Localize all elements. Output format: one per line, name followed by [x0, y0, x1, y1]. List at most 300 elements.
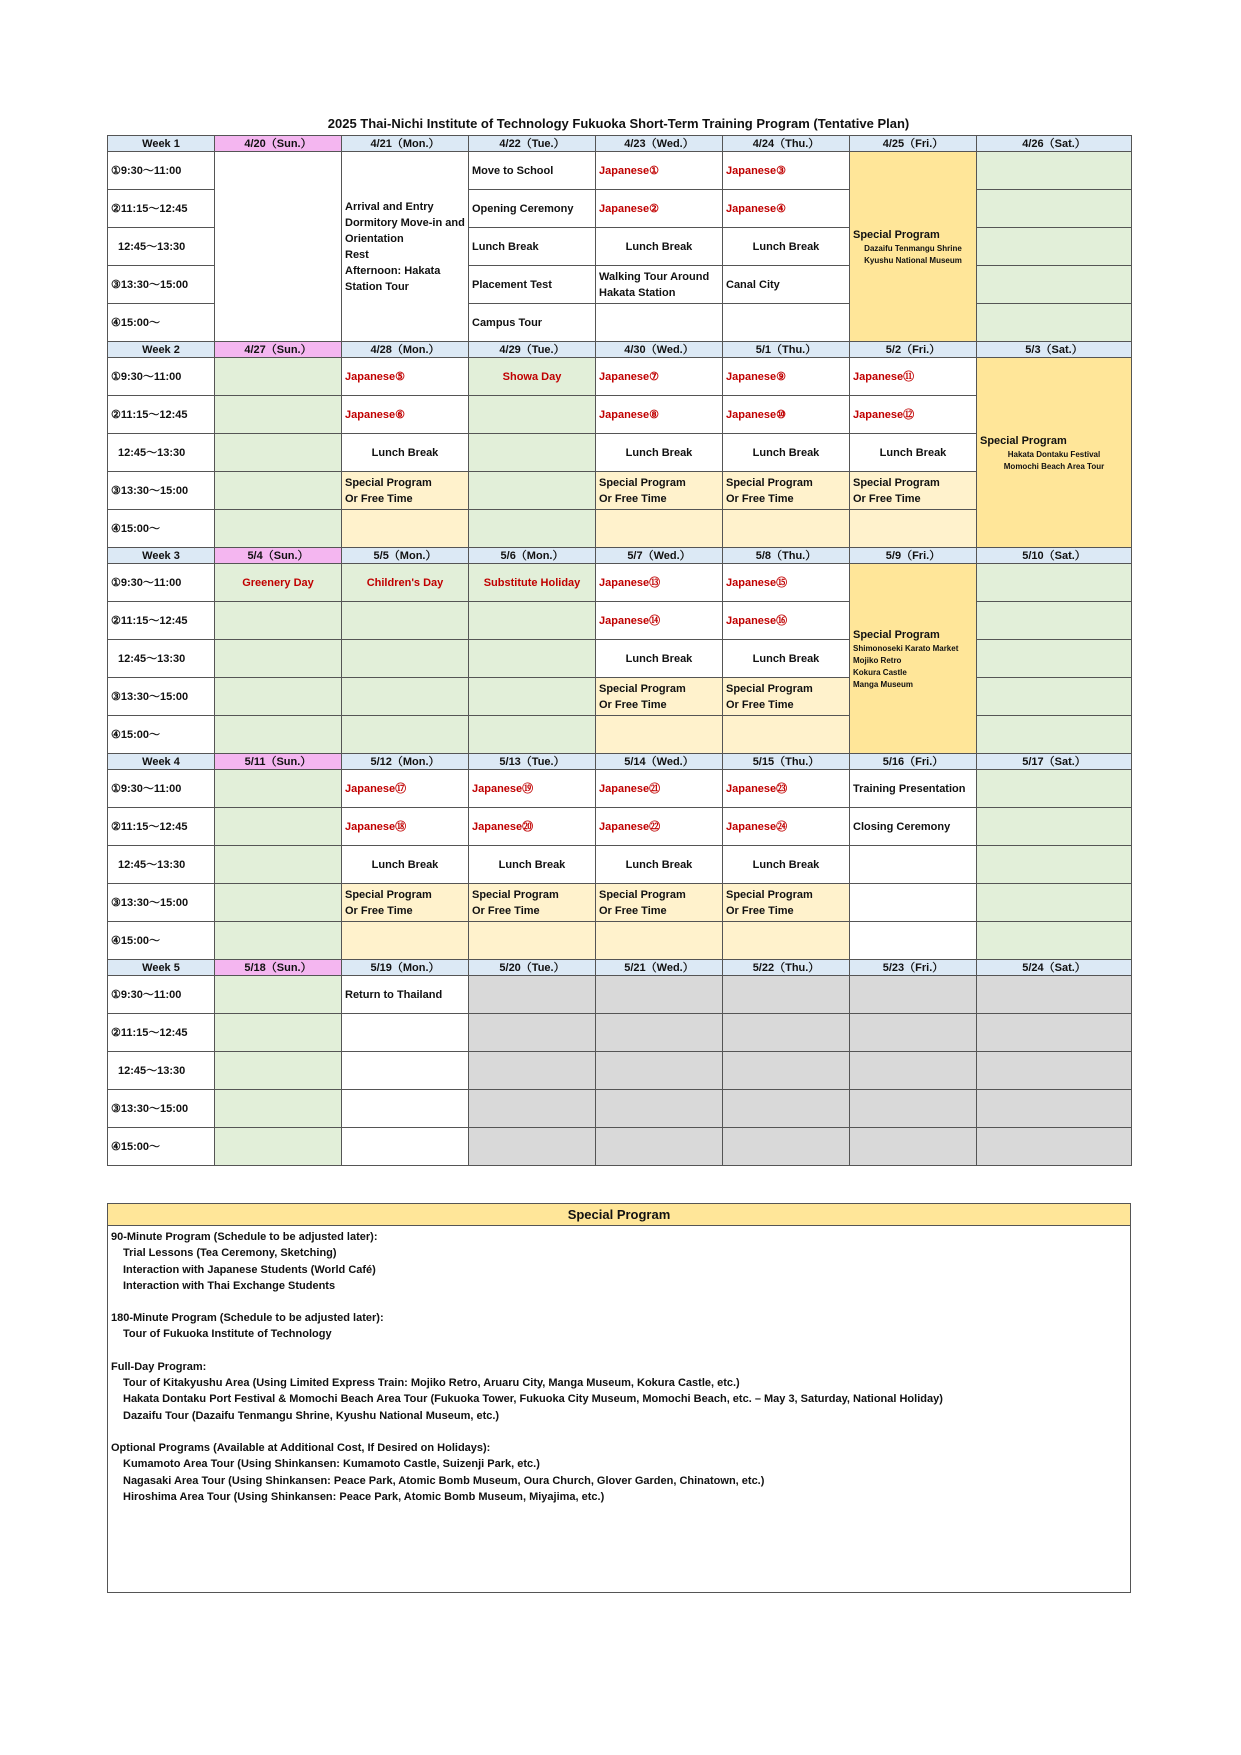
schedule-cell [976, 1127, 1132, 1166]
schedule-cell [595, 151, 723, 190]
cell-text: Greenery Day [242, 576, 314, 589]
schedule-cell [849, 883, 977, 922]
cell-text: Lunch Break [752, 446, 820, 459]
day-header [214, 959, 342, 976]
schedule-cell [214, 677, 342, 716]
cell-text: Japanese⑳ [472, 820, 534, 833]
day-header [468, 547, 596, 564]
time-slot [107, 395, 215, 434]
cell-text: 5/3（Sat.） [1025, 343, 1083, 356]
schedule-cell [976, 769, 1132, 808]
schedule-cell [341, 1127, 469, 1166]
cell-text: Lunch Break [625, 240, 693, 253]
schedule-cell [849, 975, 977, 1014]
schedule-cell [468, 471, 596, 510]
schedule-cell [214, 433, 342, 472]
day-header [214, 341, 342, 358]
cell-text: ①9:30～11:00 [111, 782, 182, 795]
schedule-cell [468, 265, 596, 304]
schedule-cell [976, 845, 1132, 884]
schedule-cell [976, 1089, 1132, 1128]
schedule-cell [341, 715, 469, 754]
cell-text: 12:45～13:30 [118, 1064, 186, 1077]
special-program-detail: Dazaifu Tenmangu Shrine Kyushu National Museum [864, 243, 962, 265]
schedule-cell [595, 1089, 723, 1128]
schedule-cell [468, 1089, 596, 1128]
schedule-cell [214, 1013, 342, 1052]
special-program-detail: Shimonoseki Karato Market Mojiko Retro Kokura Castle Manga Museum [853, 643, 959, 689]
cell-text: 5/12（Mon.） [370, 755, 440, 768]
cell-text: Japanese⑱ [345, 820, 407, 833]
schedule-cell [341, 845, 469, 884]
day-header [341, 135, 469, 152]
day-header [595, 753, 723, 770]
cell-text: 5/7（Wed.） [627, 549, 691, 562]
cell-text: Lunch Break [752, 240, 820, 253]
day-header [341, 341, 469, 358]
cell-text: 5/2（Fri.） [885, 343, 941, 356]
schedule-cell [468, 677, 596, 716]
schedule-cell [468, 303, 596, 342]
day-header [849, 135, 977, 152]
schedule-cell [722, 807, 850, 846]
cell-text: Canal City [726, 278, 780, 291]
day-header [976, 341, 1132, 358]
schedule-cell [722, 303, 850, 342]
cell-text: 5/10（Sat.） [1022, 549, 1086, 562]
schedule-cell [341, 433, 469, 472]
cell-text: Week 1 [142, 137, 180, 150]
cell-text: Special Program Or Free Time [726, 682, 813, 711]
schedule-cell [214, 883, 342, 922]
schedule-cell [976, 1013, 1132, 1052]
schedule-cell [722, 1127, 850, 1166]
cell-text: Lunch Break [498, 858, 566, 871]
cell-text: Lunch Break [625, 652, 693, 665]
schedule-cell [468, 357, 596, 396]
special-program-detail: Hakata Dontaku Festival Momochi Beach Area Tour [1003, 449, 1105, 471]
schedule-cell [849, 769, 977, 808]
cell-text: ②11:15～12:45 [111, 820, 188, 833]
time-slot [107, 151, 215, 190]
cell-text: 4/30（Wed.） [624, 343, 694, 356]
cell-text: Week 5 [142, 961, 180, 974]
schedule-cell [976, 975, 1132, 1014]
schedule-cell [341, 509, 469, 548]
cell-text: Lunch Break [879, 446, 947, 459]
cell-text: 4/25（Fri.） [882, 137, 944, 150]
schedule-cell [976, 227, 1132, 266]
schedule-cell [214, 395, 342, 434]
schedule-cell [722, 357, 850, 396]
cell-text: Japanese⑬ [599, 576, 661, 589]
schedule-cell [849, 807, 977, 846]
day-header [722, 341, 850, 358]
special-program-heading: Special Program [108, 1204, 1130, 1226]
schedule-cell [595, 395, 723, 434]
page-title: 2025 Thai-Nichi Institute of Technology Fukuoka Short-Term Training Program (Tentative Plan) [327, 116, 910, 131]
cell-text: Special Program Or Free Time [726, 888, 813, 917]
cell-text: 4/20（Sun.） [244, 137, 312, 150]
schedule-cell [849, 845, 977, 884]
cell-text: 4/23（Wed.） [624, 137, 694, 150]
schedule-cell [468, 509, 596, 548]
schedule-cell [976, 151, 1132, 190]
cell-text: Week 2 [142, 343, 180, 356]
schedule-cell [849, 563, 977, 754]
section-item: Tour of Kitakyushu Area (Using Limited Express Train: Mojiko Retro, Aruaru City, Manga Museum, Kokura Castle, etc.) [123, 1377, 740, 1390]
schedule-cell [341, 395, 469, 434]
cell-text: 5/13（Tue.） [499, 755, 565, 768]
schedule-cell [341, 151, 469, 342]
cell-text: Training Presentation [853, 782, 966, 795]
cell-text: 4/26（Sat.） [1022, 137, 1086, 150]
cell-text: ④15:00～ [111, 316, 160, 329]
schedule-cell [595, 883, 723, 922]
schedule-cell [595, 601, 723, 640]
cell-text: Walking Tour Around Hakata Station [599, 270, 710, 299]
schedule-cell [341, 807, 469, 846]
time-slot [107, 303, 215, 342]
schedule-cell [849, 151, 977, 342]
schedule-cell [595, 227, 723, 266]
schedule-cell [722, 1051, 850, 1090]
cell-text: 12:45～13:30 [118, 858, 186, 871]
cell-text: 4/28（Mon.） [370, 343, 440, 356]
schedule-cell [468, 1127, 596, 1166]
schedule-cell [214, 1051, 342, 1090]
schedule-cell [214, 601, 342, 640]
cell-text: ②11:15～12:45 [111, 408, 188, 421]
schedule-cell [468, 883, 596, 922]
cell-text: Japanese④ [726, 202, 787, 215]
cell-text: ①9:30～11:00 [111, 988, 182, 1001]
cell-text: 12:45～13:30 [118, 240, 186, 253]
schedule-cell [849, 357, 977, 396]
cell-text: 4/27（Sun.） [244, 343, 312, 356]
cell-text: ①9:30～11:00 [111, 576, 182, 589]
schedule-cell [976, 357, 1132, 548]
schedule-cell [214, 845, 342, 884]
schedule-cell [468, 151, 596, 190]
cell-text: Lunch Break [371, 446, 439, 459]
schedule-cell [849, 395, 977, 434]
cell-text: 4/24（Thu.） [752, 137, 820, 150]
schedule-cell [468, 845, 596, 884]
special-program-body [108, 1226, 1130, 1524]
schedule-cell [595, 845, 723, 884]
special-program-section [111, 1359, 1127, 1424]
schedule-cell [341, 975, 469, 1014]
schedule-cell [468, 639, 596, 678]
schedule-cell [595, 471, 723, 510]
schedule-cell [214, 807, 342, 846]
schedule-cell [722, 509, 850, 548]
cell-text: Japanese⑥ [345, 408, 406, 421]
cell-text: Special Program Or Free Time [345, 888, 432, 917]
schedule-cell [976, 563, 1132, 602]
time-slot [107, 601, 215, 640]
schedule-cell [595, 975, 723, 1014]
schedule-cell [722, 433, 850, 472]
cell-text: Special Program Or Free Time [599, 476, 686, 505]
cell-text: 5/8（Thu.） [755, 549, 817, 562]
cell-text: ④15:00～ [111, 934, 160, 947]
cell-text: Japanese⑲ [472, 782, 534, 795]
schedule-table [107, 135, 1131, 1186]
cell-text: Japanese⑧ [599, 408, 660, 421]
week-label [107, 341, 215, 358]
schedule-cell [341, 883, 469, 922]
schedule-cell [722, 563, 850, 602]
section-item: Interaction with Thai Exchange Students [123, 1279, 336, 1292]
schedule-cell [214, 1127, 342, 1166]
cell-text: ③13:30～15:00 [111, 484, 189, 497]
schedule-cell [849, 1127, 977, 1166]
schedule-cell [722, 921, 850, 960]
schedule-cell [341, 601, 469, 640]
schedule-cell [214, 769, 342, 808]
schedule-cell [341, 639, 469, 678]
cell-text: ④15:00～ [111, 728, 160, 741]
section-item: Hiroshima Area Tour (Using Shinkansen: Peace Park, Atomic Bomb Museum, Miyajima, etc.) [123, 1490, 605, 1503]
time-slot [107, 921, 215, 960]
cell-text: Week 3 [142, 549, 180, 562]
cell-text: ②11:15～12:45 [111, 614, 188, 627]
schedule-cell [595, 509, 723, 548]
cell-text: 5/16（Fri.） [882, 755, 944, 768]
time-slot [107, 769, 215, 808]
schedule-cell [722, 883, 850, 922]
cell-text: ③13:30～15:00 [111, 1102, 189, 1115]
cell-text: 5/20（Tue.） [499, 961, 565, 974]
schedule-cell [595, 677, 723, 716]
cell-text: Japanese② [599, 202, 660, 215]
schedule-cell [722, 189, 850, 228]
schedule-cell [849, 1051, 977, 1090]
cell-text: 5/9（Fri.） [885, 549, 941, 562]
cell-text: 5/21（Wed.） [624, 961, 694, 974]
section-title: 180-Minute Program (Schedule to be adjusted later): [111, 1312, 384, 1325]
cell-text: Special Program Or Free Time [599, 682, 686, 711]
cell-text: Special Program Or Free Time [472, 888, 559, 917]
day-header [468, 341, 596, 358]
cell-text: ④15:00～ [111, 522, 160, 535]
schedule-cell [595, 639, 723, 678]
cell-text: ②11:15～12:45 [111, 1026, 188, 1039]
cell-text: 5/14（Wed.） [624, 755, 694, 768]
cell-text: 5/17（Sat.） [1022, 755, 1086, 768]
cell-text: 4/29（Tue.） [499, 343, 565, 356]
schedule-cell [595, 303, 723, 342]
schedule-cell [595, 357, 723, 396]
schedule-cell [214, 1089, 342, 1128]
schedule-cell [595, 769, 723, 808]
time-slot [107, 563, 215, 602]
cell-text: ①9:30～11:00 [111, 370, 182, 383]
schedule-cell [595, 1127, 723, 1166]
day-header [595, 959, 723, 976]
schedule-cell [722, 715, 850, 754]
schedule-cell [976, 677, 1132, 716]
cell-text: Opening Ceremony [472, 202, 574, 215]
time-slot [107, 1013, 215, 1052]
schedule-cell [595, 1013, 723, 1052]
schedule-cell [468, 715, 596, 754]
day-header [849, 341, 977, 358]
cell-text: ①9:30～11:00 [111, 164, 182, 177]
special-program-section [111, 1440, 1127, 1505]
time-slot [107, 1051, 215, 1090]
schedule-cell [849, 1089, 977, 1128]
time-slot [107, 357, 215, 396]
day-header [849, 959, 977, 976]
day-header [595, 341, 723, 358]
cell-text: 4/21（Mon.） [370, 137, 440, 150]
cell-text: Japanese⑫ [853, 408, 915, 421]
cell-text: Lunch Break [371, 858, 439, 871]
section-title: Full-Day Program: [111, 1360, 207, 1373]
cell-text: Special Program Or Free Time [345, 476, 432, 505]
schedule-cell [341, 677, 469, 716]
cell-text: 5/4（Sun.） [247, 549, 309, 562]
cell-text: Japanese㉔ [726, 820, 788, 833]
schedule-cell [595, 921, 723, 960]
time-slot [107, 883, 215, 922]
schedule-cell [976, 807, 1132, 846]
schedule-cell [468, 601, 596, 640]
cell-text: Showa Day [502, 370, 562, 383]
time-slot [107, 975, 215, 1014]
cell-text: 5/15（Thu.） [752, 755, 820, 768]
cell-text: 5/23（Fri.） [882, 961, 944, 974]
schedule-cell [468, 975, 596, 1014]
special-program-label: Special Program [853, 228, 940, 241]
cell-text: 5/19（Mon.） [370, 961, 440, 974]
schedule-cell [468, 433, 596, 472]
cell-text: Children's Day [366, 576, 444, 589]
schedule-cell [341, 1051, 469, 1090]
schedule-cell [976, 189, 1132, 228]
schedule-cell [722, 395, 850, 434]
cell-text: Japanese⑯ [726, 614, 788, 627]
cell-text: Placement Test [472, 278, 552, 291]
schedule-cell [214, 151, 342, 342]
section-item: Kumamoto Area Tour (Using Shinkansen: Kumamoto Castle, Suizenji Park, etc.) [123, 1458, 540, 1471]
cell-text: Special Program Or Free Time [853, 476, 940, 505]
cell-text: Campus Tour [472, 316, 543, 329]
time-slot [107, 189, 215, 228]
schedule-cell [341, 1013, 469, 1052]
cell-text: Lunch Break [472, 240, 539, 253]
special-program-section [111, 1229, 1127, 1294]
cell-text: ④15:00～ [111, 1140, 160, 1153]
day-header [341, 547, 469, 564]
cell-text: 12:45～13:30 [118, 446, 186, 459]
special-program-section [111, 1310, 1127, 1343]
schedule-cell [468, 807, 596, 846]
schedule-cell [976, 921, 1132, 960]
day-header [595, 135, 723, 152]
time-slot [107, 845, 215, 884]
cell-text: 5/1（Thu.） [755, 343, 817, 356]
schedule-cell [595, 433, 723, 472]
schedule-cell [341, 357, 469, 396]
cell-text: ③13:30～15:00 [111, 690, 189, 703]
schedule-cell [214, 921, 342, 960]
time-slot [107, 715, 215, 754]
schedule-cell [595, 715, 723, 754]
cell-text: Week 4 [142, 755, 180, 768]
cell-text: 5/5（Mon.） [373, 549, 437, 562]
schedule-cell [722, 265, 850, 304]
time-slot [107, 471, 215, 510]
cell-text: Japanese⑨ [726, 370, 787, 383]
section-item: Hakata Dontaku Port Festival & Momochi Beach Area Tour (Fukuoka Tower, Fukuoka City Museum, Momochi Beach, etc. – May 3, Saturday, National Holiday) [123, 1393, 943, 1406]
day-header [976, 135, 1132, 152]
special-program-label: Special Program [853, 628, 940, 641]
section-item: Dazaifu Tour (Dazaifu Tenmangu Shrine, Kyushu National Museum, etc.) [123, 1409, 500, 1422]
cell-text: Special Program Or Free Time [726, 476, 813, 505]
day-header [722, 135, 850, 152]
schedule-cell [468, 395, 596, 434]
schedule-cell [214, 471, 342, 510]
day-header [341, 753, 469, 770]
cell-text: Special Program Or Free Time [599, 888, 686, 917]
section-item: Trial Lessons (Tea Ceremony, Sketching) [123, 1247, 337, 1260]
schedule-cell [849, 1013, 977, 1052]
cell-text: Japanese⑮ [726, 576, 788, 589]
schedule-cell [976, 303, 1132, 342]
schedule-cell [849, 433, 977, 472]
schedule-cell [214, 563, 342, 602]
schedule-cell [849, 921, 977, 960]
schedule-cell [214, 975, 342, 1014]
day-header [722, 547, 850, 564]
cell-text: Lunch Break [625, 446, 693, 459]
schedule-cell [722, 601, 850, 640]
schedule-cell [976, 601, 1132, 640]
cell-text: Japanese⑦ [599, 370, 660, 383]
schedule-cell [468, 227, 596, 266]
schedule-cell [595, 189, 723, 228]
schedule-cell [468, 1013, 596, 1052]
schedule-cell [214, 357, 342, 396]
cell-text: Japanese① [599, 164, 660, 177]
schedule-cell [214, 715, 342, 754]
cell-text: Move to School [472, 164, 554, 177]
special-program-box [107, 1203, 1131, 1593]
schedule-cell [468, 563, 596, 602]
schedule-cell [341, 1089, 469, 1128]
section-item: Interaction with Japanese Students (World Café) [123, 1263, 376, 1276]
schedule-cell [595, 1051, 723, 1090]
cell-text: ③13:30～15:00 [111, 278, 189, 291]
day-header [214, 135, 342, 152]
cell-text: 5/24（Sat.） [1022, 961, 1086, 974]
cell-text: 5/22（Thu.） [752, 961, 820, 974]
cell-text: Japanese㉒ [599, 820, 661, 833]
cell-text: Japanese㉑ [599, 782, 661, 795]
schedule-cell [341, 471, 469, 510]
schedule-cell [341, 921, 469, 960]
cell-text: Substitute Holiday [483, 576, 581, 589]
day-header [976, 959, 1132, 976]
schedule-cell [214, 639, 342, 678]
section-item: Tour of Fukuoka Institute of Technology [123, 1328, 332, 1341]
cell-text: 5/11（Sun.） [244, 755, 312, 768]
special-program-label: Special Program [980, 434, 1067, 447]
